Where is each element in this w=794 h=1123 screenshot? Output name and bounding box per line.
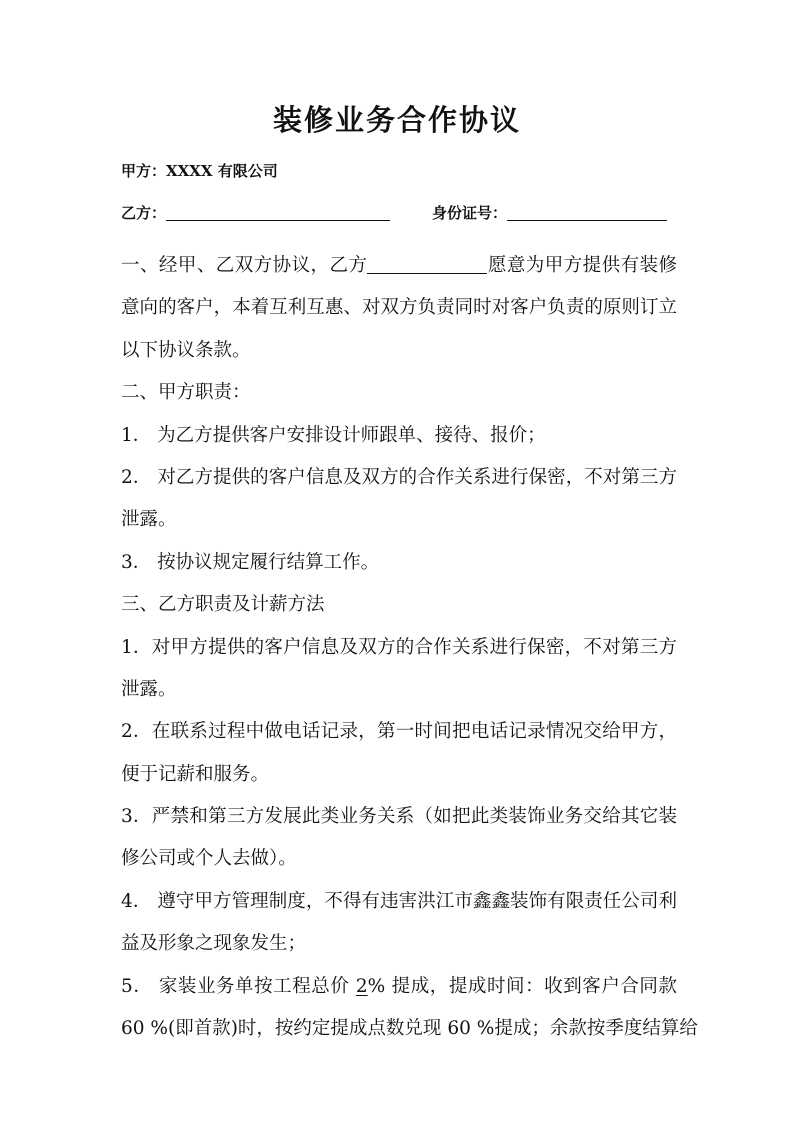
id-number-blank[interactable] [507,204,667,221]
section-three-item-4-line-1: 4． 遵守甲方管理制度，不得有违害洪江市鑫鑫装饰有限责任公司利 [121,890,677,912]
section-two-item-2-line-1: 2． 对乙方提供的客户信息及双方的合作关系进行保密，不对第三方 [121,466,677,488]
section-two-heading: 二、甲方职责： [121,382,251,404]
section-three-item-5-line-1: 5． 家装业务单按工程总价 2% 提成，提成时间：收到客户合同款 [121,975,677,997]
clause-one-line-2: 意向的客户，本着互利互惠、对双方负责同时对客户负责的原则订立 [121,297,677,319]
section-three-item-3-line-1: 3．严禁和第三方发展此类业务关系（如把此类装饰业务交给其它装 [121,806,677,828]
party-b-blank[interactable] [166,204,390,221]
section-three-item-2-line-2: 便于记薪和服务。 [121,763,270,785]
section-two-item-1: 1． 为乙方提供客户安排设计师跟单、接待、报价； [121,424,546,446]
party-a-line: 甲方：XXXX 有限公司 [121,162,278,180]
party-b-label: 乙方： [121,204,167,222]
section-three-item-5-line-2: 60 %(即首款)时，按约定提成点数兑现 60 %提成；余款按季度结算给 [121,1018,698,1040]
section-three-item-1-line-2: 泄露。 [121,678,177,700]
section-three-item-2-line-1: 2．在联系过程中做电话记录，第一时间把电话记录情况交给甲方， [121,721,677,743]
contract-body [121,245,698,1050]
commission-percent: 2 [355,975,368,997]
section-two-item-3: 3． 按协议规定履行结算工作。 [121,551,380,573]
document-title: 装修业务合作协议 [272,103,521,137]
clause-one-line-1: 一、经甲、乙双方协议，乙方 愿意为甲方提供有装修 [121,255,677,276]
clause-one-line-3: 以下协议条款。 [121,339,251,361]
section-three-item-3-line-2: 修公司或个人去做）。 [121,848,297,870]
section-two-item-2-line-2: 泄露。 [121,509,177,531]
id-number-label: 身份证号： [432,204,508,222]
section-three-item-1-line-1: 1．对甲方提供的客户信息及双方的合作关系进行保密，不对第三方 [121,636,677,658]
section-three-heading: 三、乙方职责及计薪方法 [121,594,325,616]
party-b-inline-blank[interactable] [367,253,487,274]
section-three-item-4-line-2: 益及形象之现象发生； [121,933,307,955]
party-b-line [121,202,667,223]
